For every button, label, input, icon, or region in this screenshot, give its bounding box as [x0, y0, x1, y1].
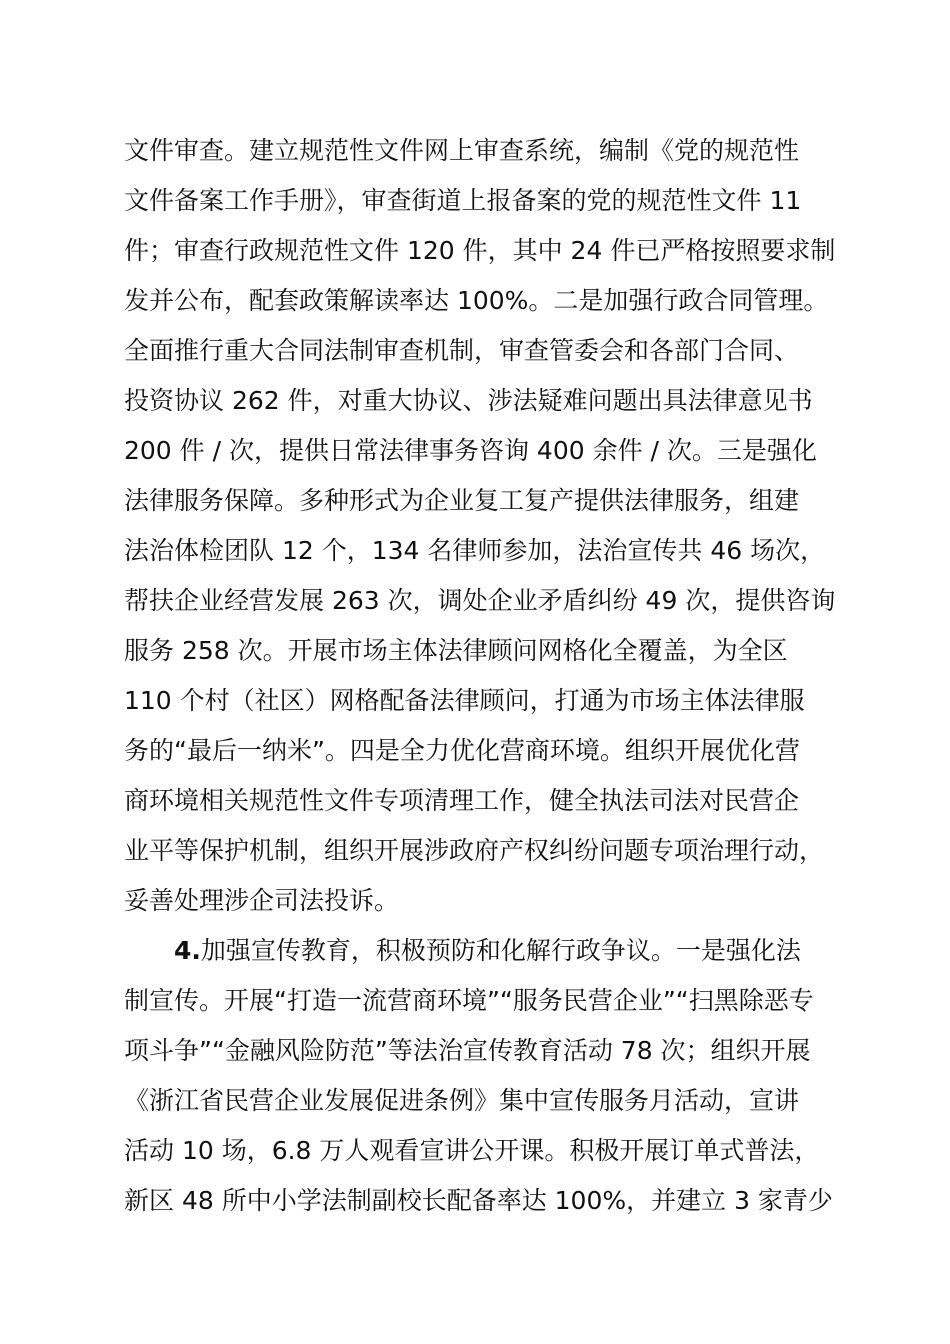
text-line: 商环境相关规范性文件专项清理工作，健全执法司法对民营企 — [124, 786, 800, 815]
text-line: 业平等保护机制，组织开展涉政府产权纠纷问题专项治理行动， — [124, 836, 825, 865]
text-line: 全面推行重大合同法制审查机制，审查管委会和各部门合同、 — [124, 336, 800, 365]
text-line: 发并公布，配套政策解读率达 100%。二是加强行政合同管理。 — [124, 286, 829, 315]
text-line: 法律服务保障。多种形式为企业复工复产提供法律服务，组建 — [124, 486, 800, 515]
text-line: 新区 48 所中小学法制副校长配备率达 100%，并建立 3 家青少 — [124, 1186, 833, 1215]
text-line: 项斗争”“金融风险防范”等法治宣传教育活动 78 次；组织开展 — [124, 1036, 811, 1065]
section-first-line: 加强宣传教育，积极预防和化解行政争议。一是强化法 — [200, 936, 801, 965]
text-line: 文件审查。建立规范性文件网上审查系统，编制《党的规范性 — [124, 136, 800, 165]
text-line: 帮扶企业经营发展 263 次，调处企业矛盾纠纷 49 次，提供咨询 — [124, 586, 836, 615]
text-line: 服务 258 次。开展市场主体法律顾问网格化全覆盖，为全区 — [124, 636, 788, 665]
text-line: 务的“最后一纳米”。四是全力优化营商环境。组织开展优化营 — [124, 736, 800, 765]
text-line: 妥善处理涉企司法投诉。 — [124, 886, 400, 915]
text-line: 法治体检团队 12 个，134 名律师参加，法治宣传共 46 场次， — [124, 536, 826, 565]
text-line: 110 个村（社区）网格配备法律顾问，打通为市场主体法律服 — [124, 686, 805, 715]
text-line: 《浙江省民营企业发展促进条例》集中宣传服务月活动，宣讲 — [124, 1086, 800, 1115]
text-line: 投资协议 262 件，对重大协议、涉法疑难问题出具法律意见书 — [124, 386, 813, 415]
section-number: 4. — [174, 936, 201, 965]
section-heading-line — [124, 926, 869, 976]
text-line: 200 件 / 次，提供日常法律事务咨询 400 余件 / 次。三是强化 — [124, 436, 817, 465]
text-line: 文件备案工作手册》，审查街道上报备案的党的规范性文件 11 — [124, 186, 802, 215]
body-text — [124, 126, 869, 1226]
text-line: 活动 10 场，6.8 万人观看宣讲公开课。积极开展订单式普法， — [124, 1136, 820, 1165]
text-line: 件；审查行政规范性文件 120 件，其中 24 件已严格按照要求制 — [124, 236, 836, 265]
text-line: 制宣传。开展“打造一流营商环境”“服务民营企业”“扫黑除恶专 — [124, 986, 814, 1015]
